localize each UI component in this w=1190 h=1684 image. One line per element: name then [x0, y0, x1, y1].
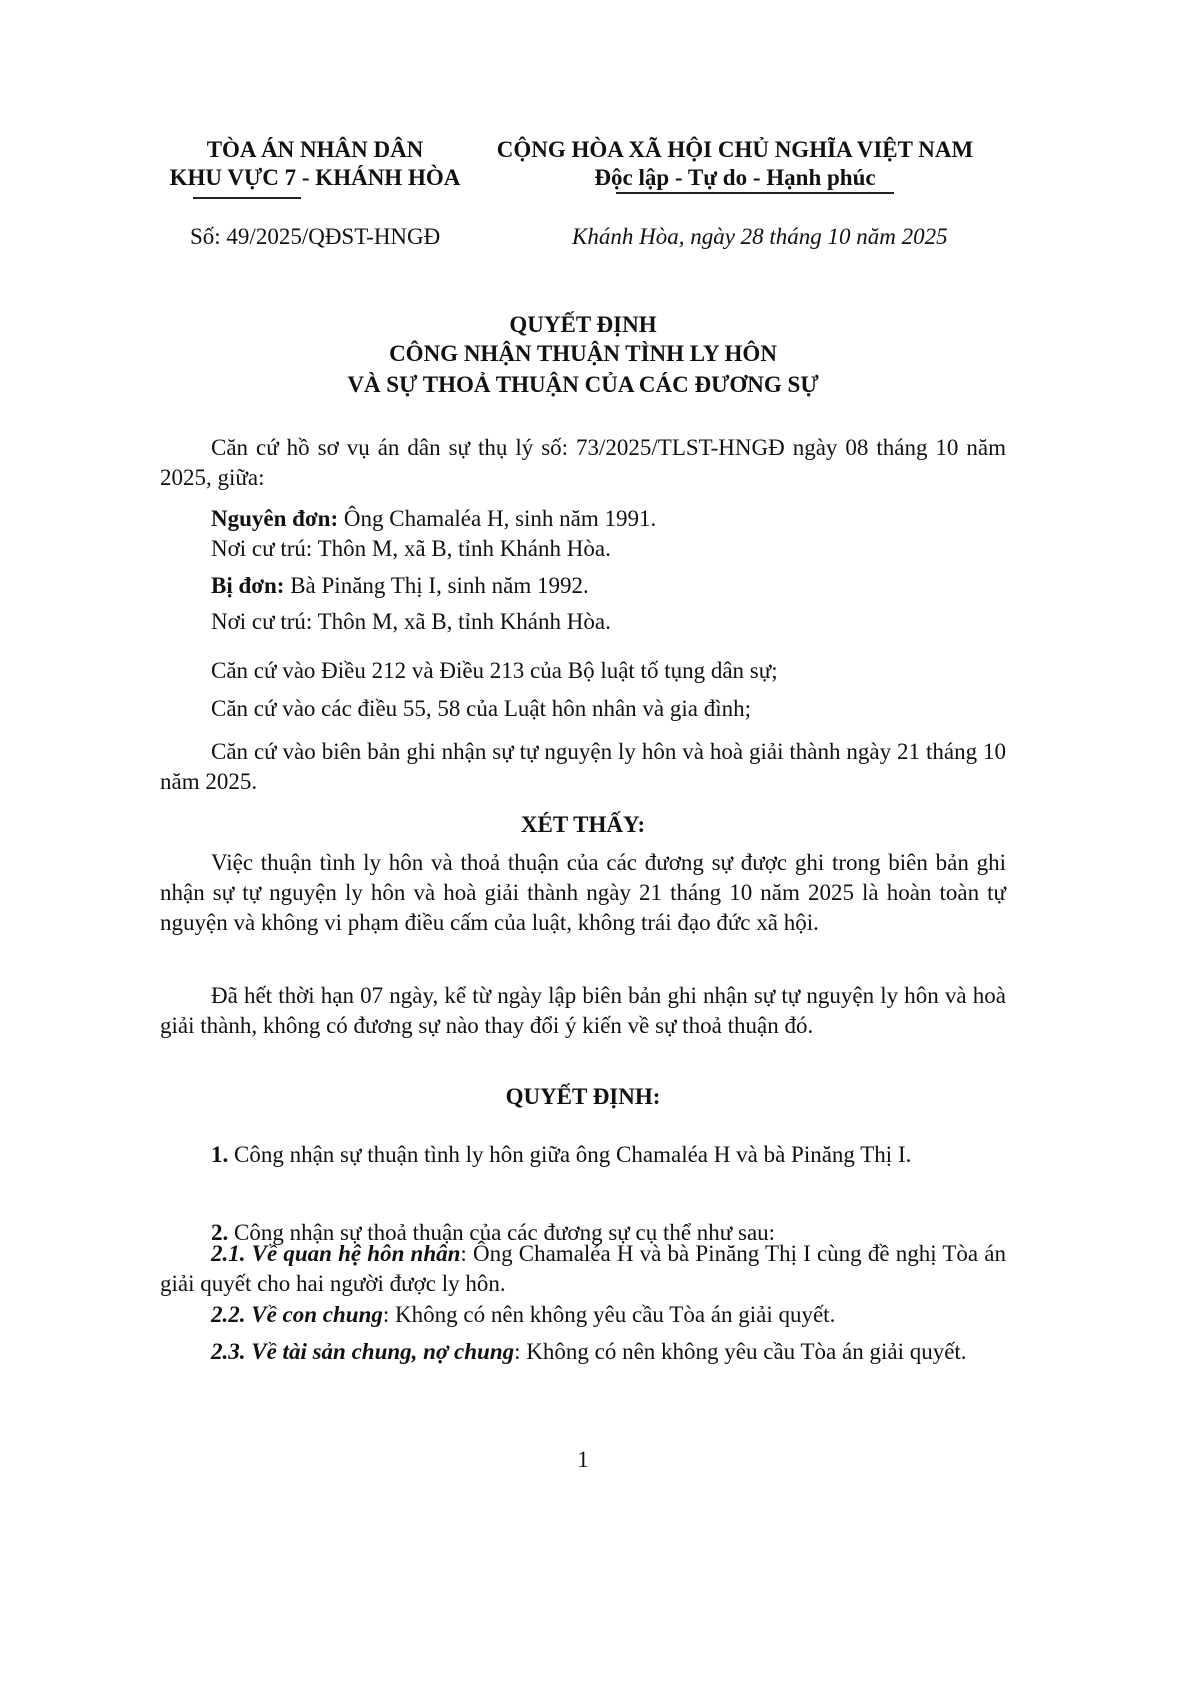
item-label: 2.2. Về con chung	[211, 1302, 383, 1327]
court-region: KHU VỰC 7 - KHÁNH HÒA	[169, 165, 461, 190]
item-label: 2.1. Về quan hệ hôn nhân	[211, 1241, 461, 1266]
plaintiff-residence: Nơi cư trú: Thôn M, xã B, tỉnh Khánh Hòa.	[211, 536, 611, 561]
item-number: 1.	[211, 1142, 229, 1167]
item-label: 2.3. Về tài sản chung, nợ chung	[211, 1339, 515, 1364]
plaintiff	[211, 504, 656, 534]
motto-underline	[616, 192, 894, 194]
decision-item-1	[160, 1140, 1006, 1170]
legal-basis-1: Căn cứ vào Điều 212 và Điều 213 của Bộ luật tố tụng dân sự;	[211, 658, 778, 683]
title-line3: VÀ SỰ THOẢ THUẬN CỦA CÁC ĐƯƠNG SỰ	[347, 372, 819, 397]
court-name: TÒA ÁN NHÂN DÂN	[206, 137, 424, 162]
plaintiff-label: Nguyên đơn:	[211, 506, 339, 531]
nation-motto: Độc lập - Tự do - Hạnh phúc	[594, 165, 876, 190]
item-number: 2.	[211, 1220, 229, 1245]
place-date: Khánh Hòa, ngày 28 tháng 10 năm 2025	[572, 224, 948, 249]
defendant-label: Bị đơn:	[211, 573, 285, 598]
decision-item-2-2	[160, 1300, 1006, 1330]
nation-name: CỘNG HÒA XÃ HỘI CHỦ NGHĨA VIỆT NAM	[496, 137, 974, 162]
defendant	[211, 571, 589, 601]
findings-para2: Đã hết thời hạn 07 ngày, kể từ ngày lập biên bản ghi nhận sự tự nguyện ly hôn và hoà giải thành, không có đương sự nào thay đổi ý kiến về sự thoả thuận đó.	[160, 983, 1006, 1038]
item-text: Công nhận sự thoả thuận của các đương sự cụ thể như sau:	[228, 1220, 776, 1245]
basis-intro: Căn cứ hồ sơ vụ án dân sự thụ lý số: 73/2025/TLST-HNGĐ ngày 08 tháng 10 năm 2025, giữa:	[160, 435, 1006, 490]
title-line2: CÔNG NHẬN THUẬN TÌNH LY HÔN	[389, 341, 777, 366]
item-text: : Không có nên không yêu cầu Tòa án giải quyết.	[382, 1302, 836, 1327]
court-underline	[193, 197, 301, 199]
decision-item-2-3	[160, 1331, 1006, 1373]
findings-heading: XÉT THẤY:	[520, 812, 646, 837]
document-number: Số: 49/2025/QĐST-HNGĐ	[190, 224, 441, 249]
page-number: 1	[577, 1447, 589, 1472]
item-text: Công nhận sự thuận tình ly hôn giữa ông Chamaléa H và bà Pinăng Thị I.	[228, 1142, 912, 1167]
defendant-residence: Nơi cư trú: Thôn M, xã B, tỉnh Khánh Hòa.	[211, 609, 611, 634]
legal-basis-3: Căn cứ vào biên bản ghi nhận sự tự nguyện ly hôn và hoà giải thành ngày 21 tháng 10 năm 2025.	[160, 739, 1006, 794]
decision-heading: QUYẾT ĐỊNH:	[505, 1084, 661, 1109]
findings-para1: Việc thuận tình ly hôn và thoả thuận của các đương sự được ghi trong biên bản ghi nhận sự tự nguyện ly hôn và hoà giải thành ngày 21 tháng 10 năm 2025 là hoàn toàn tự nguyện và không vi phạm điều cấm của luật, không trái đạo đức xã hội.	[160, 850, 1006, 935]
plaintiff-info: Ông Chamaléa H, sinh năm 1991.	[338, 506, 657, 531]
decision-item-2-1	[160, 1239, 1006, 1299]
item-text: : Ông Chamaléa H và bà Pinăng Thị I cùng đề nghị Tòa án giải quyết cho hai người được ly hôn.	[160, 1241, 1006, 1296]
title-line1: QUYẾT ĐỊNH	[509, 312, 657, 337]
item-text: : Không có nên không yêu cầu Tòa án giải quyết.	[514, 1339, 967, 1364]
legal-basis-2: Căn cứ vào các điều 55, 58 của Luật hôn nhân và gia đình;	[211, 696, 752, 721]
defendant-info: Bà Pinăng Thị I, sinh năm 1992.	[284, 573, 589, 598]
